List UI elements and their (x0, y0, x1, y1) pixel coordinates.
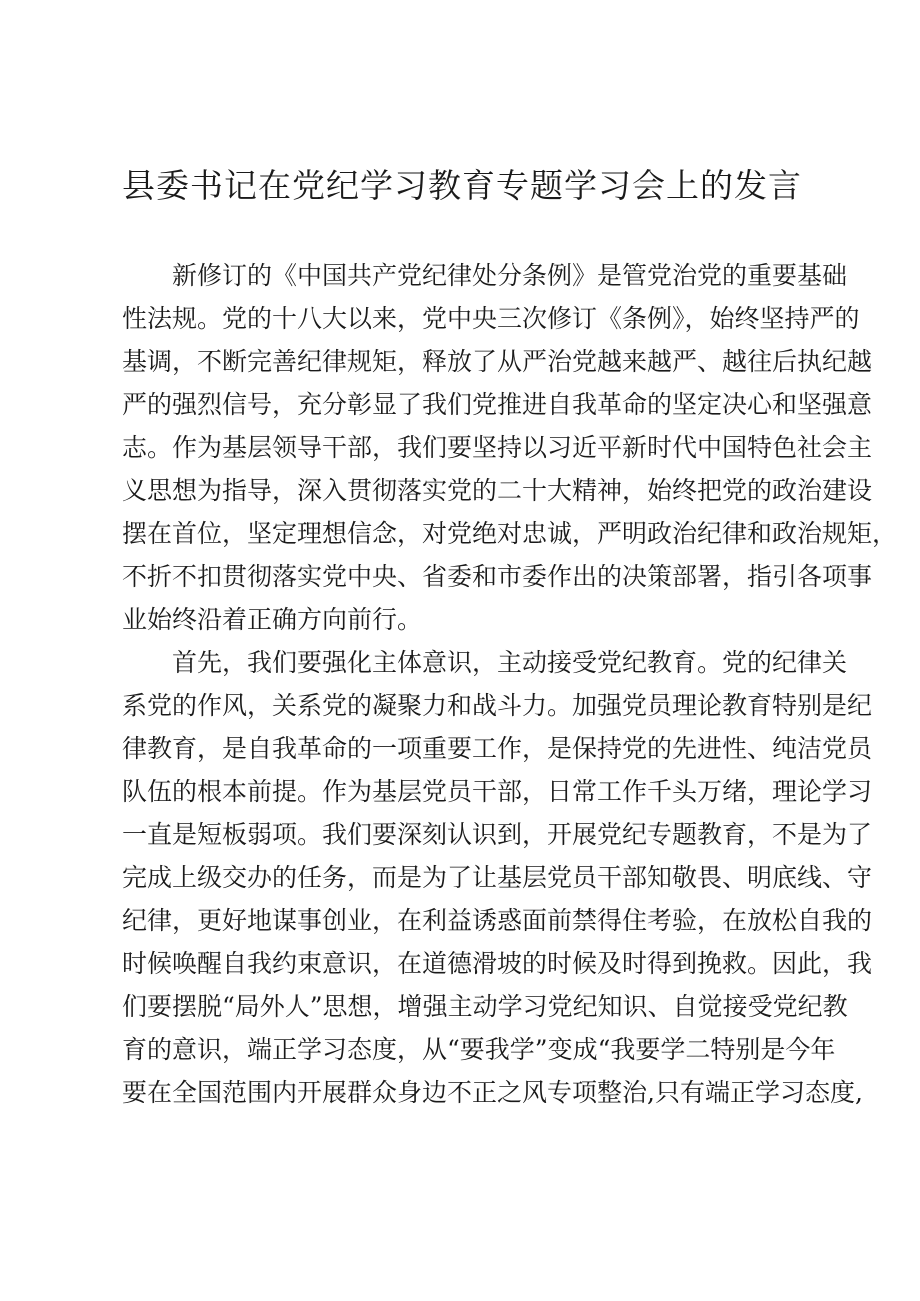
paragraph-2-line-11: 要在全国范围内开展群众身边不正之风专项整治,只有端正学习态度, (122, 1078, 863, 1107)
paragraph-2-line-7: 纪律，更好地谋事创业，在利益诱惑面前禁得住考验，在放松自我的 (122, 906, 873, 935)
paragraph-2-line-5: 一直是短板弱项。我们要深刻认识到，开展党纪专题教育，不是为了 (122, 820, 873, 849)
paragraph-2-line-2: 系党的作风，关系党的凝聚力和战斗力。加强党员理论教育特别是纪 (122, 691, 873, 720)
paragraph-1-line-6: 义思想为指导，深入贯彻落实党的二十大精神，始终把党的政治建设 (122, 476, 873, 505)
paragraph-1-line-9: 业始终沿着正确方向前行。 (122, 605, 423, 634)
paragraph-1-line-8: 不折不扣贯彻落实党中央、省委和市委作出的决策部署，指引各项事 (122, 562, 873, 591)
document-title: 县委书记在党纪学习教育专题学习会上的发言 (122, 166, 802, 205)
paragraph-1-line-5: 志。作为基层领导干部，我们要坚持以习近平新时代中国特色社会主 (122, 433, 873, 462)
paragraph-1-line-7: 摆在首位，坚定理想信念，对党绝对忠诚，严明政治纪律和政治规矩， (122, 519, 898, 548)
paragraph-2-line-4: 队伍的根本前提。作为基层党员干部，日常工作千头万绪，理论学习 (122, 777, 873, 806)
paragraph-1-line-4: 严的强烈信号，充分彰显了我们党推进自我革命的坚定决心和坚强意 (122, 390, 873, 419)
paragraph-2-line-3: 律教育，是自我革命的一项重要工作，是保持党的先进性、纯洁党员 (122, 734, 873, 763)
paragraph-2-line-9: 们要摆脱“局外人”思想，增强主动学习党纪知识、自觉接受党纪教 (122, 992, 848, 1021)
paragraph-1-line-1: 新修订的《中国共产党纪律处分条例》是管党治党的重要基础 (172, 261, 848, 290)
paragraph-1-line-3: 基调，不断完善纪律规矩，释放了从严治党越来越严、越往后执纪越 (122, 347, 873, 376)
paragraph-1-line-2: 性法规。党的十八大以来，党中央三次修订《条例》，始终坚持严的 (122, 304, 860, 333)
paragraph-2-line-10: 育的意识，端正学习态度，从“要我学”变成“我要学二特别是今年 (122, 1035, 836, 1064)
paragraph-2-line-1: 首先，我们要强化主体意识，主动接受党纪教育。党的纪律关 (172, 648, 848, 677)
paragraph-2-line-6: 完成上级交办的任务，而是为了让基层党员干部知敬畏、明底线、守 (122, 863, 873, 892)
paragraph-2-line-8: 时候唤醒自我约束意识，在道德滑坡的时候及时得到挽救。因此，我 (122, 949, 873, 978)
